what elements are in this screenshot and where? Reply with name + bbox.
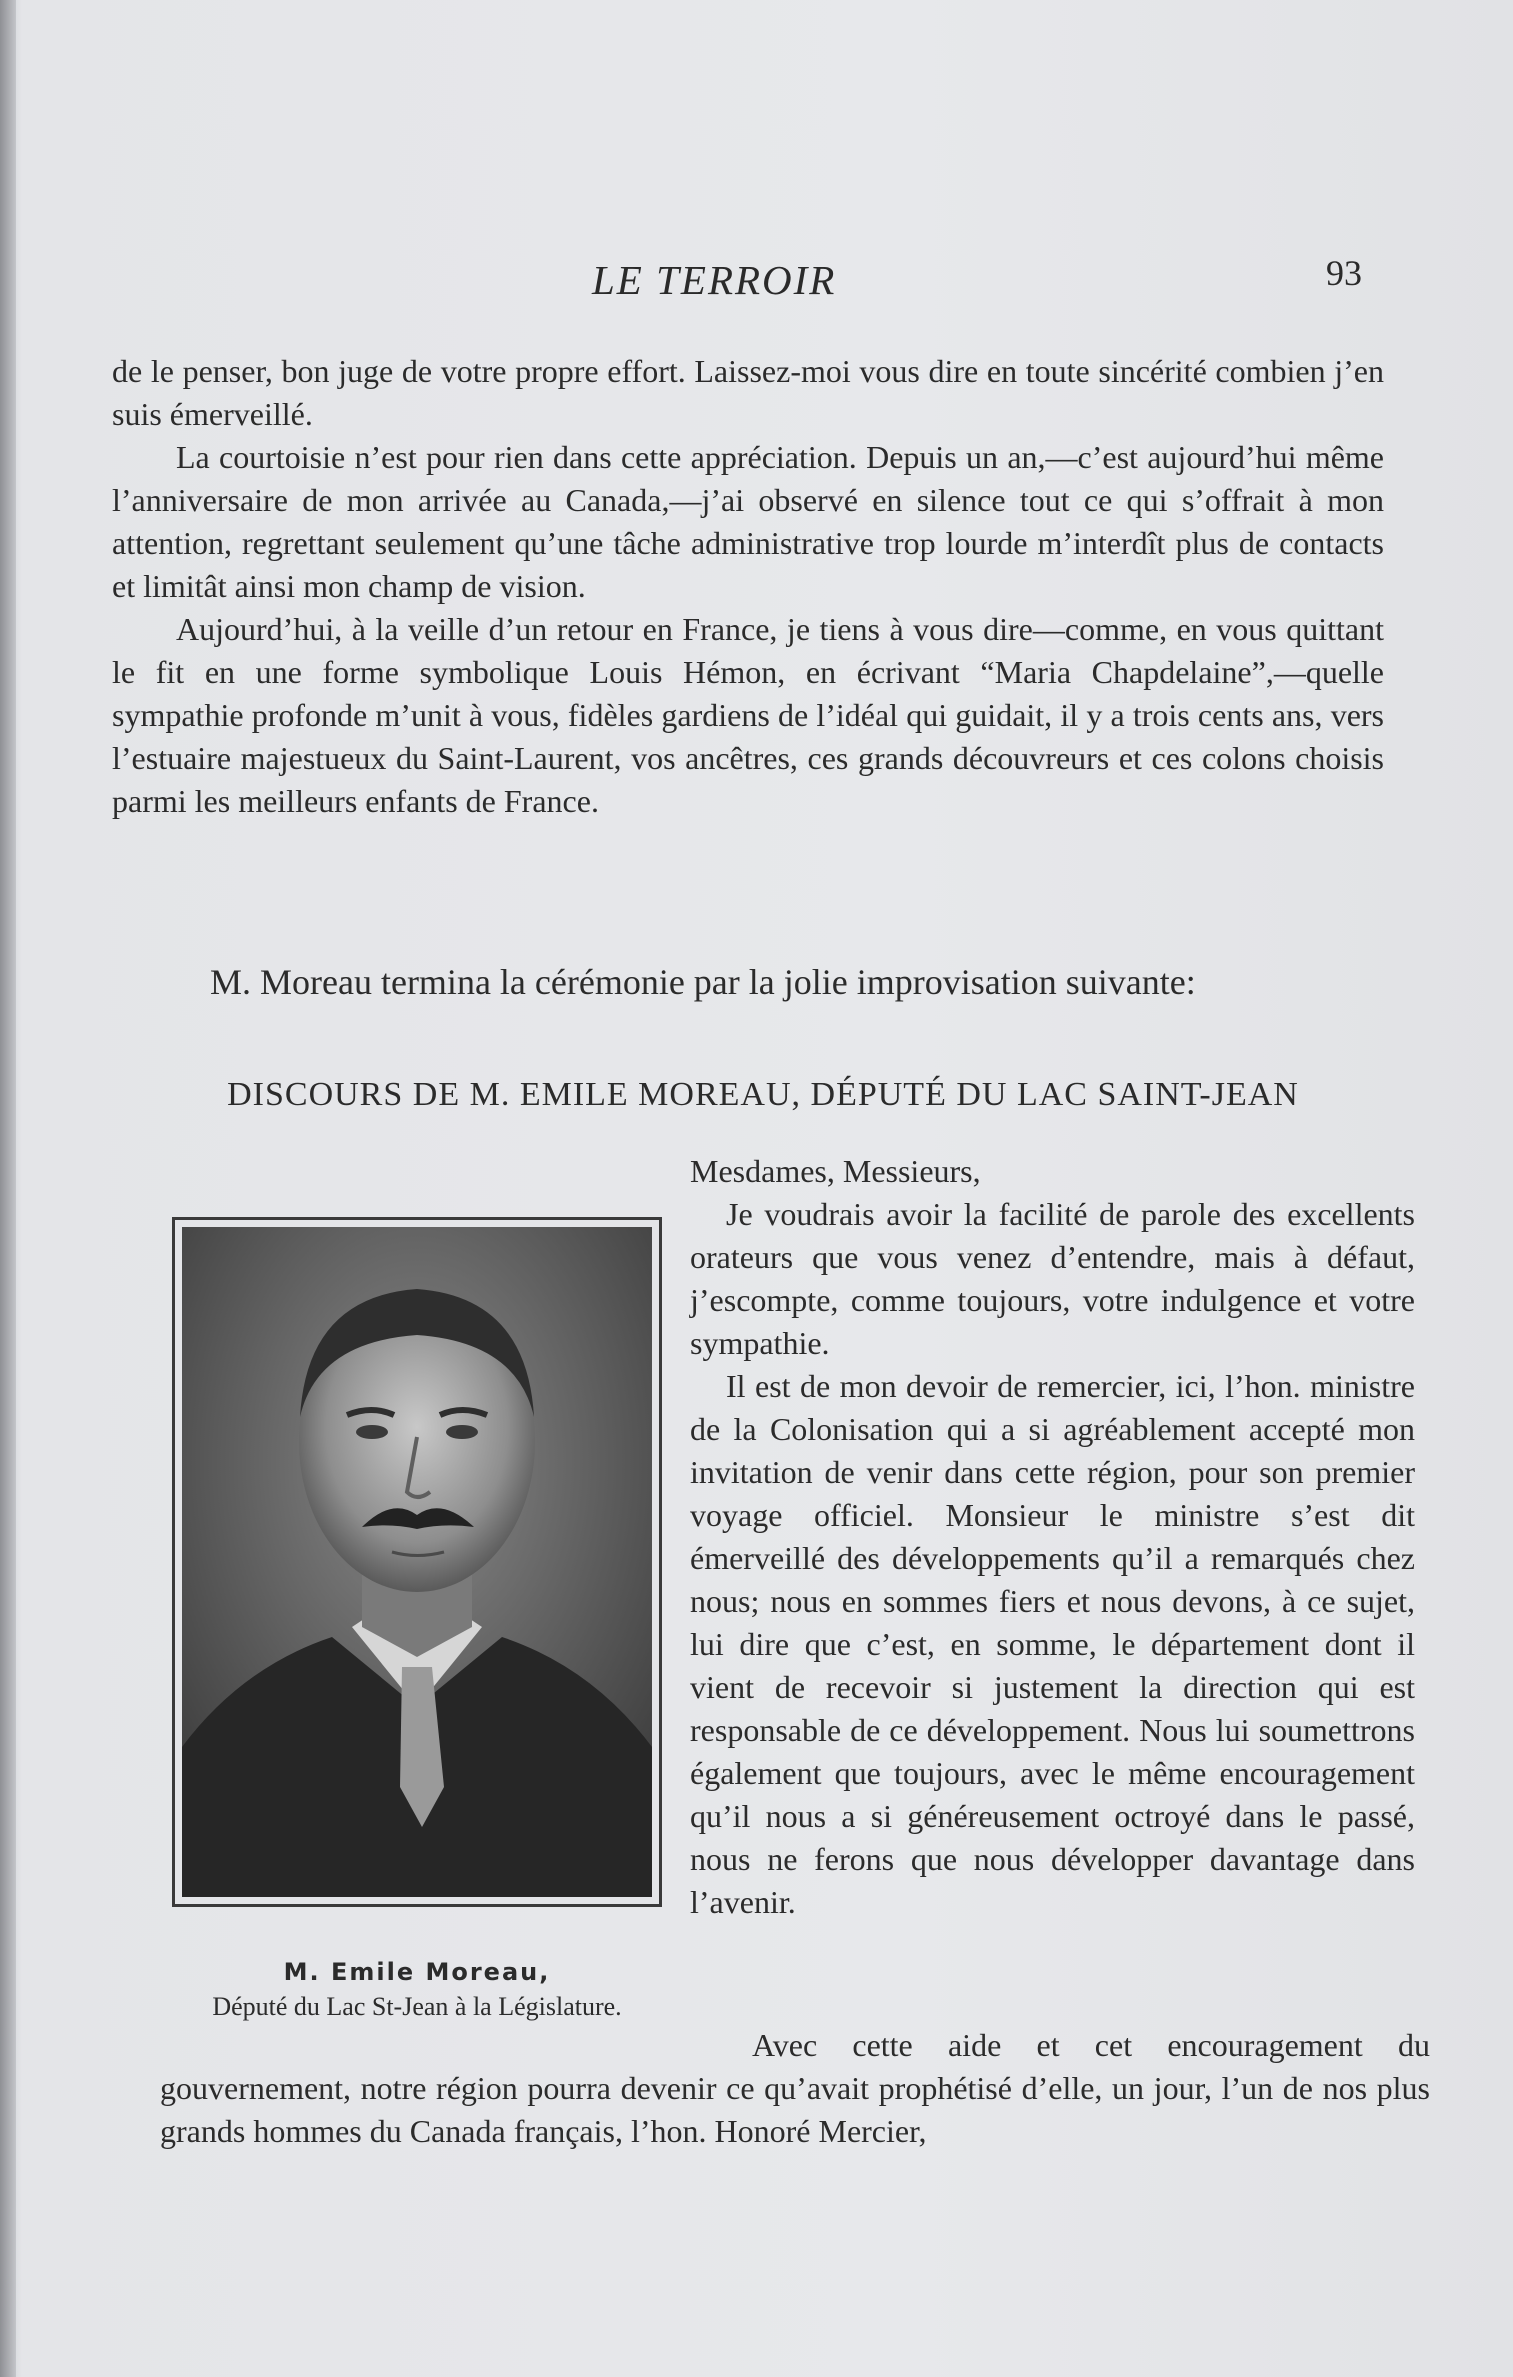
speech-column — [690, 1150, 1415, 1924]
caption-role: Député du Lac St-Jean à la Législature. — [212, 1992, 622, 2021]
speech-paragraph: Avec cette aide et cet encouragement du gouvernement, notre région pourra devenir ce qu’avait prophétisé d’elle, un jour, l’un de nos plus grands hommes du Canada français, l’hon. Honoré Mercier, — [160, 2027, 1430, 2149]
paragraph: Aujourd’hui, à la veille d’un retour en France, je tiens à vous dire—comme, en vous quittant le fit en une forme symbolique Louis Hémon, en écrivant “Maria Chapdelaine”,—quelle sympathie profonde m’unit à vous, fidèles gardiens de l’idéal qui guidait, il y a trois cents ans, vers l’estuaire majestueux du Saint-Laurent, vos ancêtres, ces grands découvreurs et ces colons choisis parmi les meilleurs enfants de France. — [112, 611, 1384, 819]
paragraph: de le penser, bon juge de votre propre effort. Laissez-moi vous dire en toute sincérité combien j’en suis émerveillé. — [112, 353, 1384, 432]
photo-caption — [172, 1958, 662, 2022]
speech-paragraph: Il est de mon devoir de remercier, ici, l’hon. ministre de la Colonisation qui a si agréablement accepté mon invitation de venir dans cette région, pour son premier voyage officiel. Monsieur le ministre s’est dit émerveillé des développements qu’il a remarqués chez nous; nous en sommes fiers et nous devons, à ce sujet, lui dire que c’est, en somme, le département dont il vient de recevoir si justement la direction qui est responsable de ce développement. Nous lui soumettrons également que toujours, avec le même encouragement qu’il nous a si généreusement octroyé dans le passé, nous ne ferons que nous développer davantage dans l’avenir. — [690, 1368, 1415, 1920]
intro-sentence: M. Moreau termina la cérémonie par la jolie improvisation suivante: — [210, 962, 1196, 1002]
paragraph: La courtoisie n’est pour rien dans cette appréciation. Depuis un an,—c’est aujourd’hui même l’anniversaire de mon arrivée au Canada,—j’ai observé en silence tout ce qui s’offrait à mon attention, regrettant seulement qu’une tâche administrative trop lourde m’interdît plus de contacts et limitât ainsi mon champ de vision. — [112, 439, 1384, 604]
speech-salutation: Mesdames, Messieurs, — [690, 1153, 981, 1189]
speech-paragraph: Je voudrais avoir la facilité de parole des excellents orateurs que vous venez d’entendre, mais à défaut, j’escompte, comme toujours, votre indulgence et votre sympathie. — [690, 1196, 1415, 1361]
caption-name: M. Emile Moreau, — [283, 1958, 551, 1986]
page-number: 93 — [1326, 253, 1362, 293]
speech-title: DISCOURS DE M. EMILE MOREAU, DÉPUTÉ DU LAC SAINT-JEAN — [227, 1076, 1299, 1113]
body-text — [112, 350, 1384, 823]
running-head: LE TERROIR — [592, 257, 837, 303]
portrait-photo — [182, 1227, 652, 1897]
portrait-photo-frame — [172, 1217, 662, 1907]
speech-closing — [160, 2024, 1430, 2153]
book-gutter — [0, 0, 16, 2377]
